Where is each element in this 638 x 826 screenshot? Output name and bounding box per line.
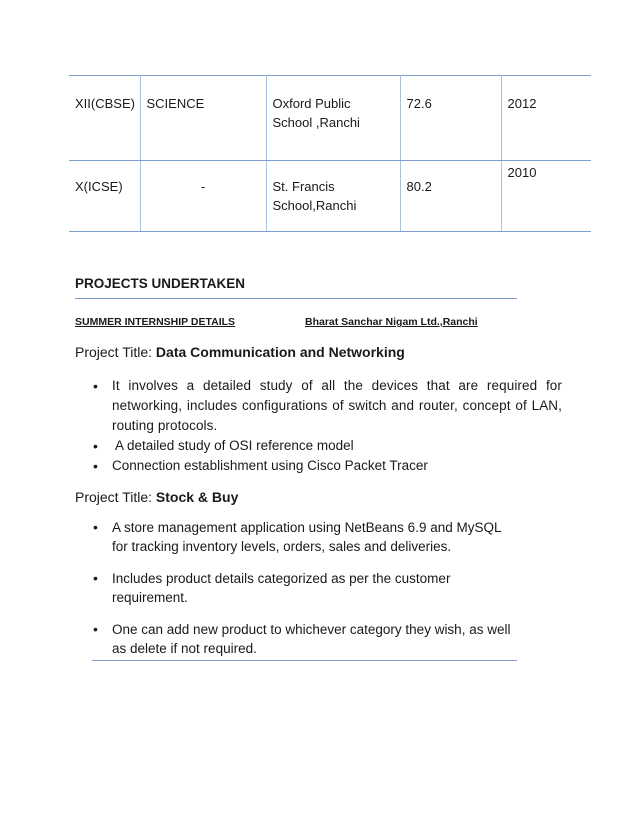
table-cell-score: 72.6 (400, 76, 501, 161)
internship-organization: Bharat Sanchar Nigam Ltd.,Ranchi (305, 316, 478, 328)
divider (92, 660, 517, 661)
list-item: • A store management application using NetBeans 6.9 and MySQL for tracking inventory levels, orders, sales and deliveries. (112, 518, 512, 556)
project-1-bullets (92, 376, 562, 476)
table-cell-school: Oxford Public School ,Ranchi (266, 76, 400, 161)
list-item: • It involves a detailed study of all the devices that are required for networking, includes configurations of switch and router, concept of LAN, routing protocols. (112, 376, 562, 436)
list-item: • A detailed study of OSI reference model (112, 436, 562, 456)
list-item: • One can add new product to whichever category they wish, as well as delete if not required. (112, 620, 512, 658)
education-table (69, 75, 591, 232)
table-row (69, 76, 591, 161)
table-cell-year: 2010 (501, 161, 591, 232)
project-title-prefix: Project Title: (75, 344, 156, 360)
table-cell-year: 2012 (501, 76, 591, 161)
table-cell-stream: - (140, 161, 266, 232)
table-cell-score: 80.2 (400, 161, 501, 232)
table-cell-stream: SCIENCE (140, 76, 266, 161)
section-heading-projects: PROJECTS UNDERTAKEN (75, 276, 246, 291)
internship-label: SUMMER INTERNSHIP DETAILS (75, 316, 236, 328)
project-title-name: Stock & Buy (155, 489, 239, 505)
list-item: • Includes product details categorized as per the customer requirement. (112, 569, 512, 607)
divider (75, 298, 517, 299)
internship-details (75, 316, 495, 328)
project-title-prefix: Project Title: (75, 489, 156, 505)
table-cell-level: X(ICSE) (69, 161, 140, 232)
list-item: • Connection establishment using Cisco Packet Tracer (112, 456, 562, 476)
project-title-2 (75, 489, 238, 505)
project-title-name: Data Communication and Networking (155, 344, 405, 360)
table-row (69, 161, 591, 232)
table-cell-school: St. Francis School,Ranchi (266, 161, 400, 232)
project-2-bullets (92, 518, 512, 671)
table-cell-level: XII(CBSE) (69, 76, 140, 161)
project-title-1 (75, 344, 405, 360)
